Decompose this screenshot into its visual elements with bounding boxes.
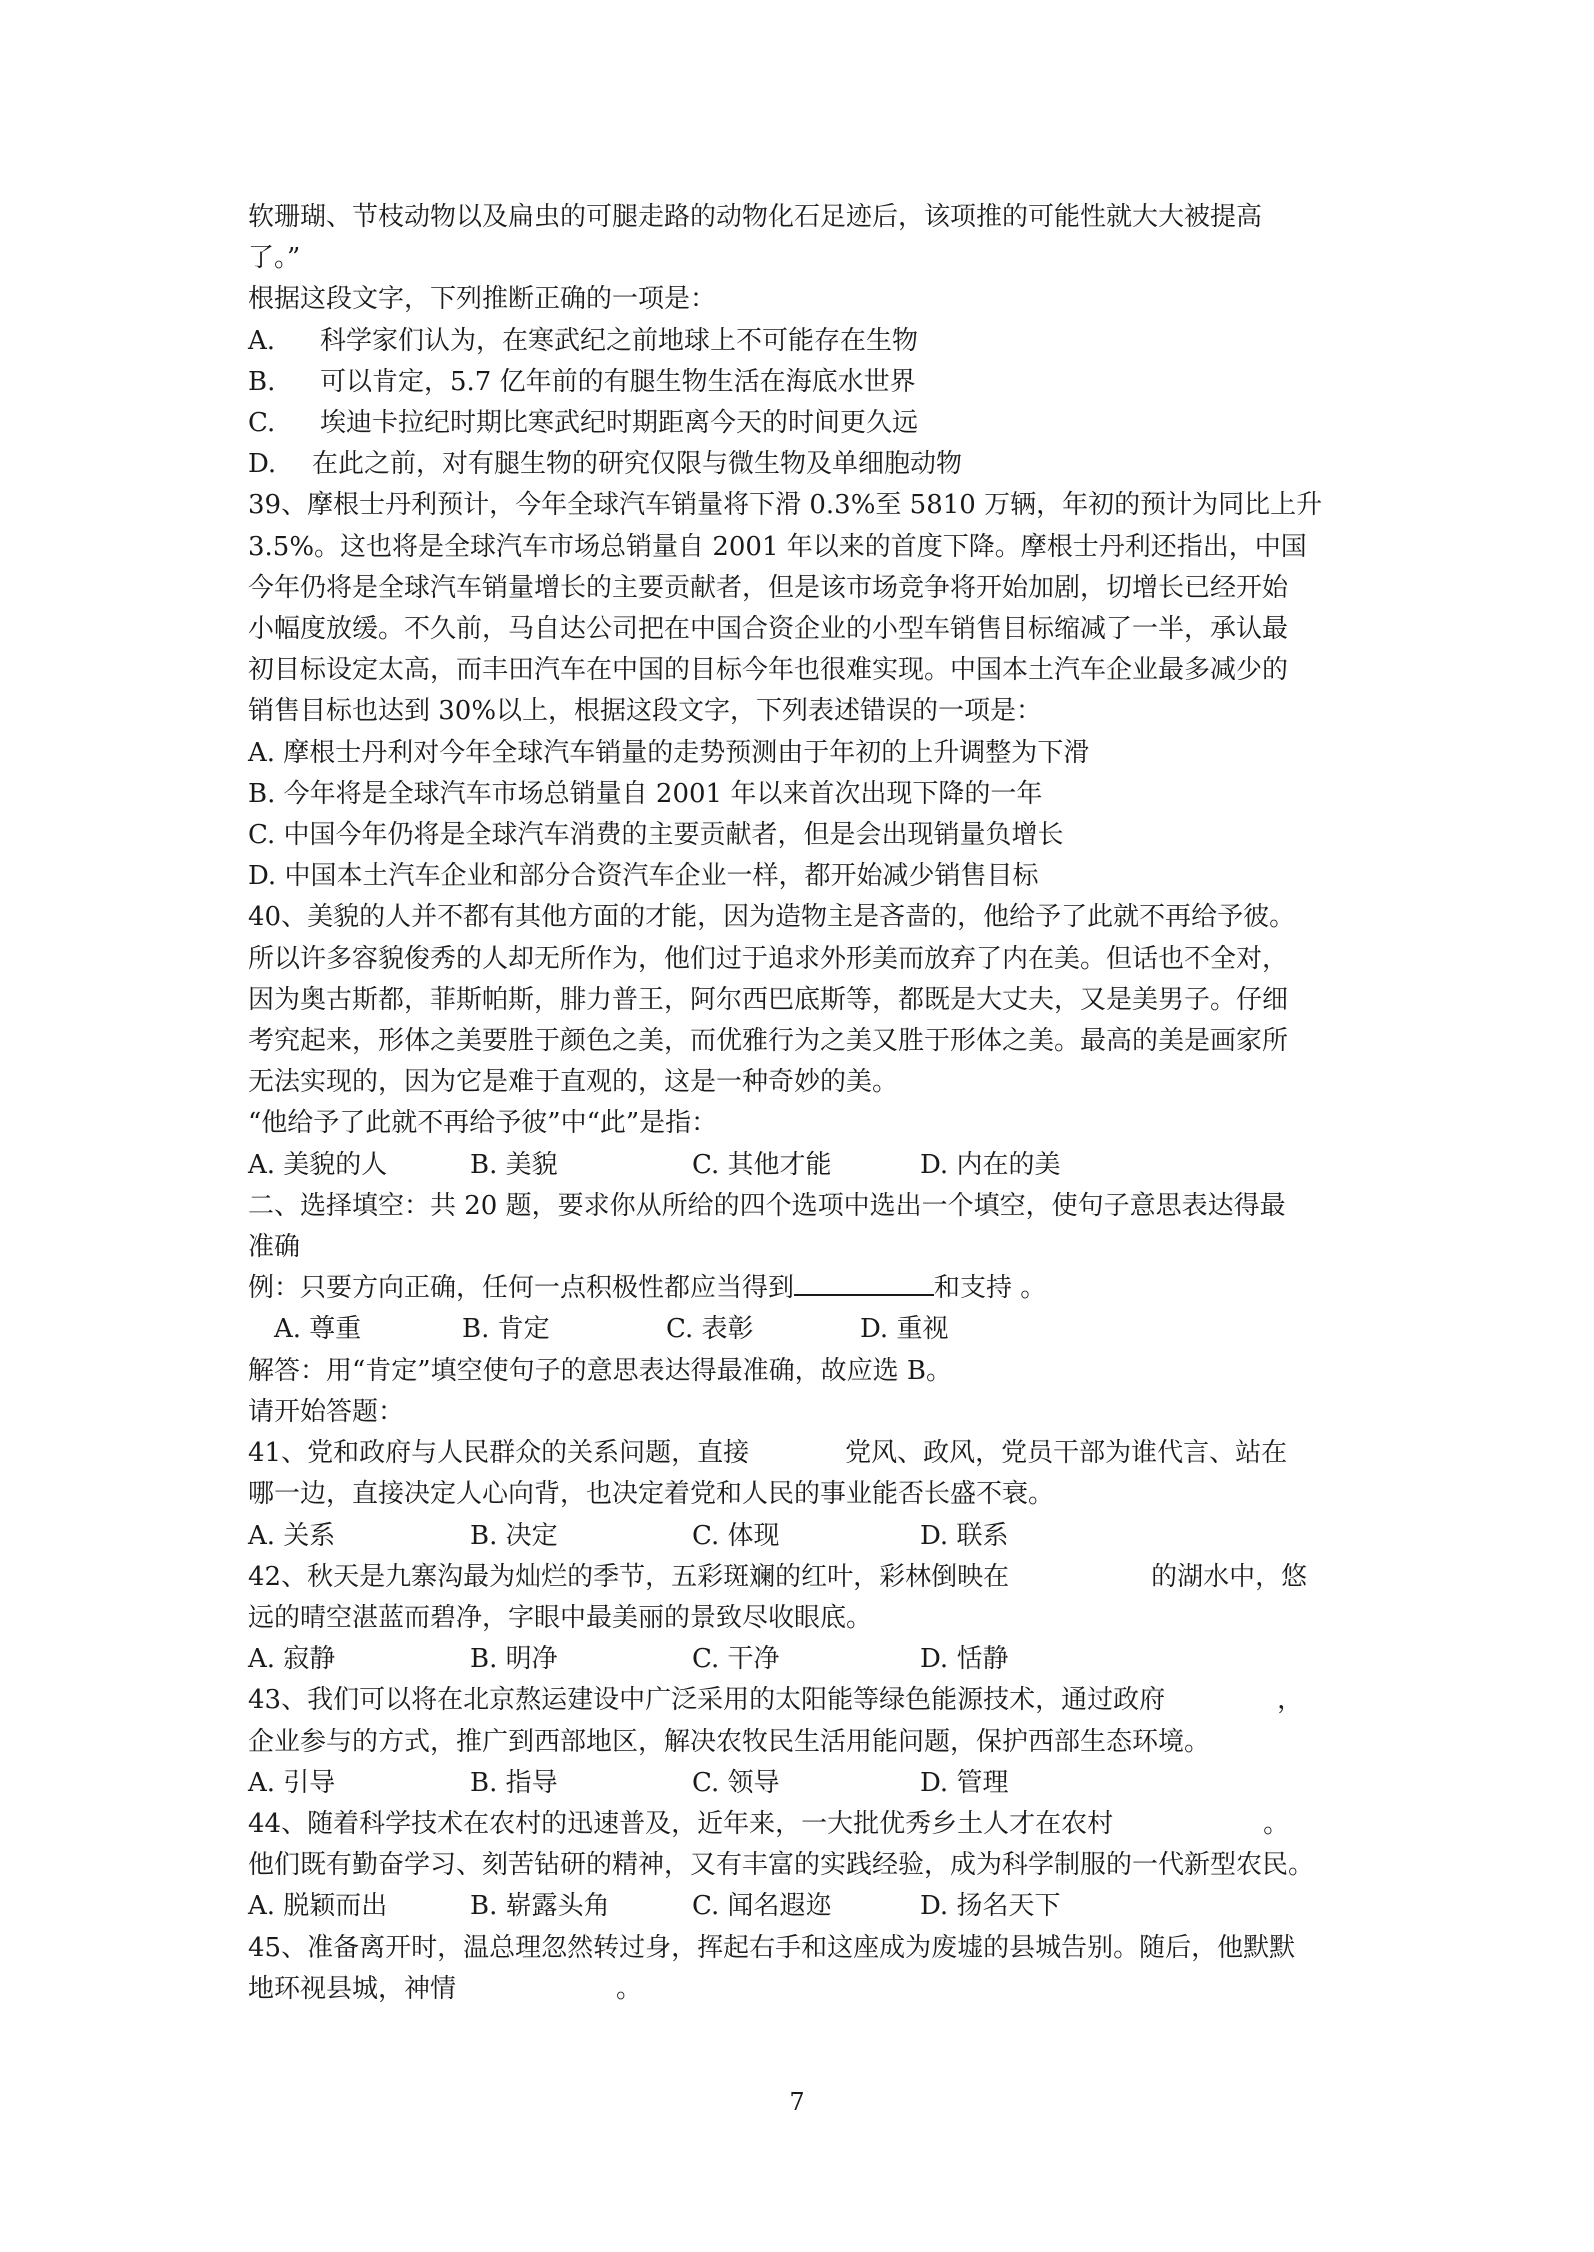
question-39-line: 小幅度放缓。不久前，马自达公司把在中国合资企业的小型车销售目标缩减了一半，承认最 xyxy=(248,614,1289,645)
option-d: D. 管理 xyxy=(920,1767,1009,1798)
question-40-line: 无法实现的，因为它是难于直观的，这是一种奇妙的美。 xyxy=(248,1067,899,1098)
option-d: D. 内在的美 xyxy=(920,1149,1061,1180)
start-prompt: 请开始答题： xyxy=(248,1396,405,1427)
options-row xyxy=(248,1886,1358,1927)
option-c: C. 中国今年仍将是全球汽车消费的主要贡献者，但是会出现销量负增长 xyxy=(248,820,1064,851)
option-b: B. 可以肯定，5.7 亿年前的有腿生物生活在海底水世界 xyxy=(248,366,916,397)
option-d: D. 联系 xyxy=(920,1520,1009,1551)
question-40-line: 40、美貌的人并不都有其他方面的才能，因为造物主是吝啬的，他给予了此就不再给予彼。 xyxy=(248,902,1296,933)
option-b: B. 明净 xyxy=(470,1644,558,1675)
option-d: D. 在此之前，对有腿生物的研究仅限与微生物及单细胞动物 xyxy=(248,449,963,480)
option-c: C. 体现 xyxy=(692,1520,780,1551)
option-a: A. 摩根士丹利对今年全球汽车销量的走势预测由于年初的上升调整为下滑 xyxy=(248,737,1090,768)
example-answer: 解答：用“肯定”填空使句子的意思表达得最准确，故应选 B。 xyxy=(248,1355,952,1386)
option-a: A. 关系 xyxy=(248,1520,336,1551)
options-row xyxy=(248,1639,1358,1680)
option-c: C. 干净 xyxy=(692,1644,780,1675)
example-options-row xyxy=(248,1309,1358,1350)
option-a: A. 科学家们认为，在寒武纪之前地球上不可能存在生物 xyxy=(248,325,919,356)
question-41-line: 41、党和政府与人民群众的关系问题，直接 党风、政风，党员干部为谁代言、站在 xyxy=(248,1438,1288,1469)
option-d: D. 中国本土汽车企业和部分合资汽车企业一样，都开始减少销售目标 xyxy=(248,861,1039,892)
question-45-line: 地环视县城，神情 。 xyxy=(248,1973,643,2004)
option-b: B. 美貌 xyxy=(470,1149,558,1180)
passage-line: 了。” xyxy=(248,243,301,274)
option-d: D. 恬静 xyxy=(920,1644,1009,1675)
options-row xyxy=(248,1516,1358,1557)
option-b: B. 肯定 xyxy=(462,1314,550,1345)
question-39-line: 初目标设定太高，而丰田汽车在中国的目标今年也很难实现。中国本土汽车企业最多减少的 xyxy=(248,655,1289,686)
page-number: 7 xyxy=(789,2088,805,2116)
option-a: A. 引导 xyxy=(248,1767,336,1798)
option-b: B. 崭露头角 xyxy=(470,1891,610,1922)
question-39-line: 39、摩根士丹利预计，今年全球汽车销量将下滑 0.3%至 5810 万辆，年初的预计为同比上升 xyxy=(248,490,1323,521)
options-row xyxy=(248,1145,1358,1186)
question-40-line: 所以许多容貌俊秀的人却无所作为，他们过于追求外形美而放弃了内在美。但话也不全对， xyxy=(248,943,1289,974)
question-44-line: 44、随着科学技术在农村的迅速普及，近年来，一大批优秀乡土人才在农村 。 xyxy=(248,1808,1290,1839)
option-c: C. 其他才能 xyxy=(692,1149,832,1180)
option-d: D. 扬名天下 xyxy=(920,1891,1061,1922)
option-a: A. 寂静 xyxy=(248,1644,336,1675)
example-sentence: 例：只要方向正确，任何一点积极性都应当得到 和支持 。 xyxy=(248,1268,1358,1309)
option-a: A. 美貌的人 xyxy=(248,1149,388,1180)
option-a: A. 尊重 xyxy=(274,1314,362,1345)
question-39-line: 今年仍将是全球汽车销量增长的主要贡献者，但是该市场竞争将开始加剧，切增长已经开始 xyxy=(248,572,1289,603)
options-row xyxy=(248,1763,1358,1804)
option-c: C. 埃迪卡拉纪时期比寒武纪时期距离今天的时间更久远 xyxy=(248,408,919,439)
section-heading: 二、选择填空：共 20 题，要求你从所给的四个选项中选出一个填空，使句子意思表达得最 xyxy=(248,1190,1286,1221)
question-39-line: 3.5%。这也将是全球汽车市场总销量自 2001 年以来的首度下降。摩根士丹利还指出，中国 xyxy=(248,531,1307,562)
answer-blank xyxy=(794,1270,934,1296)
option-c: C. 表彰 xyxy=(666,1314,754,1345)
option-b: B. 今年将是全球汽车市场总销量自 2001 年以来首次出现下降的一年 xyxy=(248,778,1043,809)
section-heading: 准确 xyxy=(248,1232,301,1263)
question-43-line: 43、我们可以将在北京熬运建设中广泛采用的太阳能等绿色能源技术，通过政府 ， xyxy=(248,1685,1304,1716)
option-d: D. 重视 xyxy=(860,1314,949,1345)
option-c: C. 闻名遐迩 xyxy=(692,1891,832,1922)
question-40-line: 考究起来，形体之美要胜于颜色之美，而优雅行为之美又胜于形体之美。最高的美是画家所 xyxy=(248,1026,1289,1057)
option-a: A. 脱颖而出 xyxy=(248,1891,388,1922)
question-42-line: 42、秋天是九寨沟最为灿烂的季节，五彩斑斓的红叶，彩林倒映在 的湖水中，悠 xyxy=(248,1561,1308,1592)
question-42-line: 远的晴空湛蓝而碧净，字眼中最美丽的景致尽收眼底。 xyxy=(248,1602,873,1633)
page-content xyxy=(248,197,1358,2010)
question-stem: 根据这段文字，下列推断正确的一项是： xyxy=(248,284,717,315)
question-40-line: “他给予了此就不再给予彼”中“此”是指： xyxy=(248,1108,718,1139)
question-45-line: 45、准备离开时，温总理忽然转过身，挥起右手和这座成为废墟的县城告别。随后，他默默 xyxy=(248,1932,1296,1963)
option-b: B. 指导 xyxy=(470,1767,558,1798)
option-b: B. 决定 xyxy=(470,1520,558,1551)
passage-line: 软珊瑚、节枝动物以及扁虫的可腿走路的动物化石足迹后，该项推的可能性就大大被提高 xyxy=(248,202,1263,232)
question-41-line: 哪一边，直接决定人心向背，也决定着党和人民的事业能否长盛不衰。 xyxy=(248,1479,1055,1510)
question-43-line: 企业参与的方式，推广到西部地区，解决农牧民生活用能问题，保护西部生态环境。 xyxy=(248,1726,1211,1757)
question-39-line: 销售目标也达到 30%以上，根据这段文字，下列表述错误的一项是： xyxy=(248,696,1043,727)
question-44-line: 他们既有勤奋学习、刻苦钻研的精神，又有丰富的实践经验，成为科学制服的一代新型农民。 xyxy=(248,1850,1315,1881)
option-c: C. 领导 xyxy=(692,1767,780,1798)
question-40-line: 因为奥古斯都，菲斯帕斯，腓力普王，阿尔西巴底斯等，都既是大丈夫，又是美男子。仔细 xyxy=(248,984,1289,1015)
